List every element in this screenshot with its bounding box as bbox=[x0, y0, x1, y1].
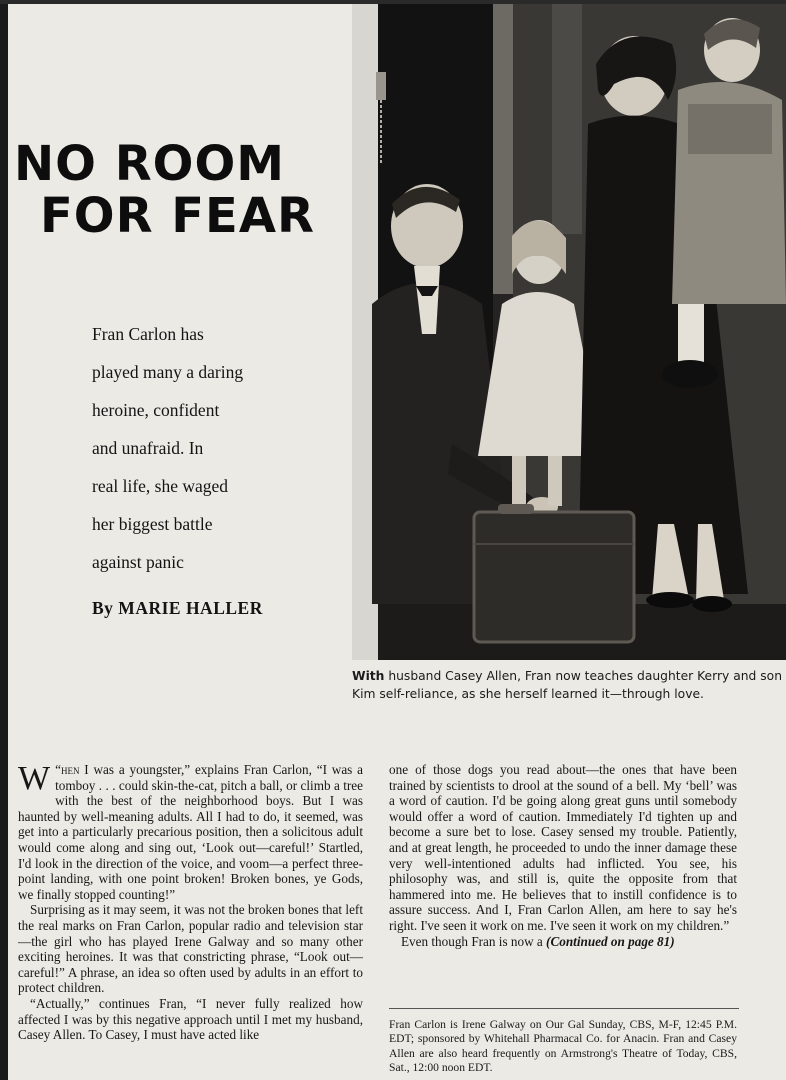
body-paragraph: “Actually,” continues Fran, “I never fully realized how affected I was by this negative approach until I met my husband, Casey Allen. To Casey, I must have acted like bbox=[18, 995, 363, 1043]
drop-cap: W bbox=[18, 760, 51, 797]
deck-line: real life, she waged bbox=[92, 476, 229, 496]
article-deck bbox=[92, 315, 352, 581]
deck-line: and unafraid. In bbox=[92, 438, 204, 458]
deck-line: her biggest battle bbox=[92, 514, 213, 534]
photo-caption bbox=[352, 667, 782, 703]
byline: By MARIE HALLER bbox=[92, 598, 263, 618]
continued-note: (Continued on page 81) bbox=[546, 933, 675, 949]
body-column-left bbox=[18, 762, 363, 1043]
family-photo bbox=[352, 4, 786, 660]
credit-divider bbox=[389, 1008, 739, 1009]
body-paragraph bbox=[18, 762, 363, 902]
caption-lead: With bbox=[352, 669, 385, 683]
paragraph-text: Even though Fran is now a bbox=[401, 933, 547, 949]
body-paragraph: Surprising as it may seem, it was not the broken bones that left the real marks on Fran Carlon, popular radio and television star—the girl who has played Irene Galway and so many other exciting heroines. It was that constricting phrase, “Look out—careful!” A phrase, an idea so often used by adults in an effort to protect children. bbox=[18, 902, 363, 996]
lead-smallcaps: hen bbox=[60, 762, 80, 777]
deck-line: Fran Carlon has bbox=[92, 324, 204, 344]
body-paragraph: one of those dogs you read about—the ones that have been trained by scientists to drool at the sound of a bell. My ‘bell’ was a word of caution. I'd be going along great guns until somebody would offer a word of caution. Immediately I'd tighten up and become a sure bet to lose. Casey sensed my trouble. Patiently, and at great length, he proceeded to undo the inner damage these very well-intentioned adults had inflicted. You see, his philosophy was, and still is, quite the opposite from that hammered into me. He believes that to instill confidence is to assure success. And I, Fran Carlon Allen, am here to say he's right. I've seen it work on me. I've seen it work on my children.” bbox=[389, 762, 737, 933]
deck-line: played many a daring bbox=[92, 362, 244, 382]
deck-line: heroine, confident bbox=[92, 400, 220, 420]
deck-line: against panic bbox=[92, 552, 184, 572]
caption-text: husband Casey Allen, Fran now teaches daughter Kerry and son Kim self-reliance, as she herself learned it—through love. bbox=[352, 669, 782, 701]
family-photo-illustration bbox=[352, 4, 786, 660]
page-binding-edge bbox=[0, 0, 8, 1080]
title-line-2: FOR FEAR bbox=[40, 188, 315, 244]
body-paragraph bbox=[389, 934, 737, 950]
body-column-right bbox=[389, 762, 737, 949]
open-quote: “ bbox=[55, 762, 61, 777]
broadcast-credit: Fran Carlon is Irene Galway on Our Gal Sunday, CBS, M-F, 12:45 P.M. EDT; sponsored by Whitehall Pharmacal Co. for Anacin. Fran and Casey Allen are also heard frequently on Armstrong's Theatre of Today, CBS, Sat., 12:00 noon EDT. bbox=[389, 1018, 737, 1075]
article-title bbox=[14, 138, 354, 242]
title-line-1: NO ROOM bbox=[14, 136, 286, 192]
paragraph-text: I was a youngster,” explains Fran Carlon, “I was a tomboy . . . could skin-the-cat, pitch a ball, or climb a tree with the best of the neighborhood boys. But I was haunted by well-meaning adults. All I had to do, it seemed, was get into a particularly precarious position, then a solicitous adult would come along and sing out, ‘Look out—careful!’ Startled, I'd look in the direction of the voice, and voom—a perfect three-point landing, with one point broken! Broken bones, ye Gods, we finally stopped counting!” bbox=[18, 762, 363, 902]
